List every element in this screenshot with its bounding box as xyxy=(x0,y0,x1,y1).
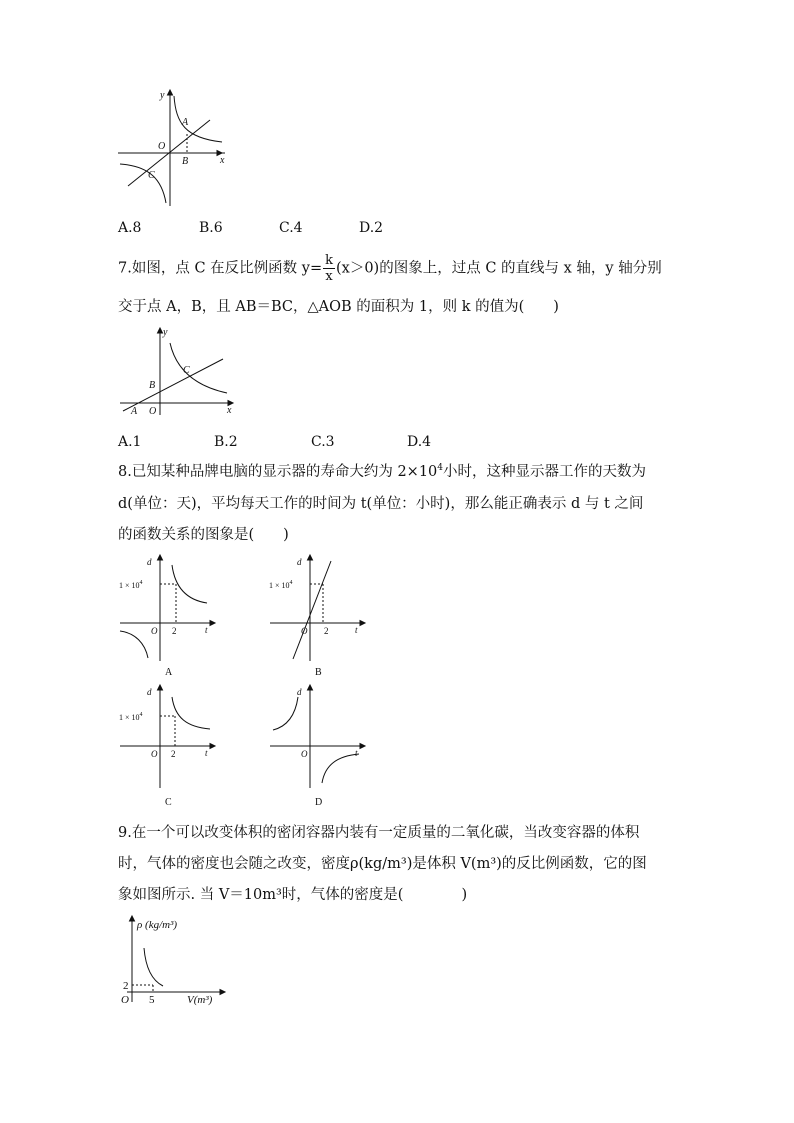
q8b-label-t: t xyxy=(355,625,358,635)
q8c-label-t: t xyxy=(205,748,208,758)
q6-option-a[interactable]: A.8 xyxy=(118,220,142,236)
q6-label-O: O xyxy=(158,141,166,152)
q8a-label-2: 2 xyxy=(172,626,177,636)
q8d-curve-1 xyxy=(273,697,298,730)
q7-option-c[interactable]: C.3 xyxy=(311,434,335,450)
q7-label-x: x xyxy=(227,405,232,416)
q8b-label-2: 2 xyxy=(324,626,329,636)
q7-figure xyxy=(115,325,240,420)
q8-graph-b xyxy=(265,553,370,683)
q7-label-A: A xyxy=(131,406,138,417)
q7-fraction xyxy=(323,254,335,283)
q7-frac-den: x xyxy=(325,269,333,284)
q8d-curve-2 xyxy=(322,754,359,783)
q8b-label-d: d xyxy=(297,557,302,567)
q7-label-C: C xyxy=(183,365,190,376)
q6-label-B: B xyxy=(182,156,189,167)
q8-line1-a: 8.已知某种品牌电脑的显示器的寿命大约为 2×10 xyxy=(118,464,438,480)
q8c-label-2: 2 xyxy=(171,749,176,759)
q7-line1-b: (x＞0)的图象上，过点 C 的直线与 x 轴，y 轴分别 xyxy=(336,260,662,277)
q8c-curve xyxy=(172,697,210,729)
q7-frac-num: k xyxy=(325,253,333,268)
q8-line1-sup: 4 xyxy=(437,463,444,473)
q8-graph-d xyxy=(265,683,370,813)
q9-label-y: ρ (kg/m³) xyxy=(137,919,178,931)
q9-curve xyxy=(144,948,163,986)
q8-question-line-1 xyxy=(118,464,646,480)
q9-label-2: 2 xyxy=(123,980,129,992)
q6-hyperbola-branch-2 xyxy=(120,164,166,203)
q6-option-c[interactable]: C.4 xyxy=(279,220,303,236)
q7-option-d[interactable]: D.4 xyxy=(407,434,432,450)
q8a-label-d: d xyxy=(147,557,152,567)
q9-figure xyxy=(115,912,230,1010)
q8b-caption: B xyxy=(315,667,322,678)
q8-line1-b: 小时，这种显示器工作的天数为 xyxy=(443,464,647,480)
q8d-label-d: d xyxy=(297,687,302,697)
q6-label-x: x xyxy=(220,155,225,166)
q6-label-y: y xyxy=(160,90,165,101)
q9-question-line-2: 时，气体的密度也会随之改变，密度ρ(kg/m³)是体积 V(m³)的反比例函数，它的图 xyxy=(118,856,647,872)
q8-question-line-3: 的函数关系的图象是( ) xyxy=(118,527,289,543)
q6-label-C: C xyxy=(148,170,155,181)
q8b-ylabel: $1 \times 10^4$ xyxy=(269,580,293,590)
q8a-caption: A xyxy=(165,667,173,678)
q9-label-x: V(m³) xyxy=(187,994,213,1006)
q7-label-y: y xyxy=(163,327,168,338)
q7-option-b[interactable]: B.2 xyxy=(214,434,238,450)
q9-question-line-3: 象如图所示. 当 V＝10m³时，气体的密度是( ) xyxy=(118,887,468,903)
q8-question-line-2: d(单位：天)，平均每天工作的时间为 t(单位：小时)，那么能正确表示 d 与 t 之间 xyxy=(118,496,644,512)
q8c-label-d: d xyxy=(147,687,152,697)
q7-label-O: O xyxy=(149,406,157,417)
q6-label-A: A xyxy=(182,117,189,128)
q8d-label-t: t xyxy=(355,748,358,758)
q8d-label-O: O xyxy=(301,749,308,759)
q7-option-a[interactable]: A.1 xyxy=(118,434,142,450)
q8c-caption: C xyxy=(165,797,172,808)
q8c-ylabel: $1 \times 10^4$ xyxy=(119,712,143,722)
q7-question-line-1 xyxy=(118,254,662,283)
q8c-label-O: O xyxy=(151,749,158,759)
q7-question-line-2: 交于点 A，B，且 AB＝BC，△AOB 的面积为 1，则 k 的值为( ) xyxy=(118,299,559,315)
q9-question-line-1: 9.在一个可以改变体积的密闭容器内装有一定质量的二氧化碳，当改变容器的体积 xyxy=(118,825,640,841)
q8a-curve-1 xyxy=(172,565,207,603)
q9-label-O: O xyxy=(121,994,129,1006)
q7-label-B: B xyxy=(149,380,156,391)
q6-option-b[interactable]: B.6 xyxy=(199,220,223,236)
q7-hyperbola xyxy=(170,343,227,393)
q8a-label-O: O xyxy=(151,626,158,636)
q8a-curve-2 xyxy=(120,631,148,658)
q7-line1-a: 7.如图，点 C 在反比例函数 y= xyxy=(118,260,323,277)
q8a-ylabel: $1 \times 10^4$ xyxy=(119,580,143,590)
q9-label-5: 5 xyxy=(149,994,155,1006)
q8b-label-O: O xyxy=(301,626,308,636)
q6-figure xyxy=(110,88,235,210)
q6-option-d[interactable]: D.2 xyxy=(359,220,384,236)
q8-graph-a xyxy=(115,553,220,683)
q8b-line xyxy=(293,561,331,659)
q8d-caption: D xyxy=(315,797,323,808)
q8-graph-c xyxy=(115,683,220,813)
q8a-label-t: t xyxy=(205,625,208,635)
